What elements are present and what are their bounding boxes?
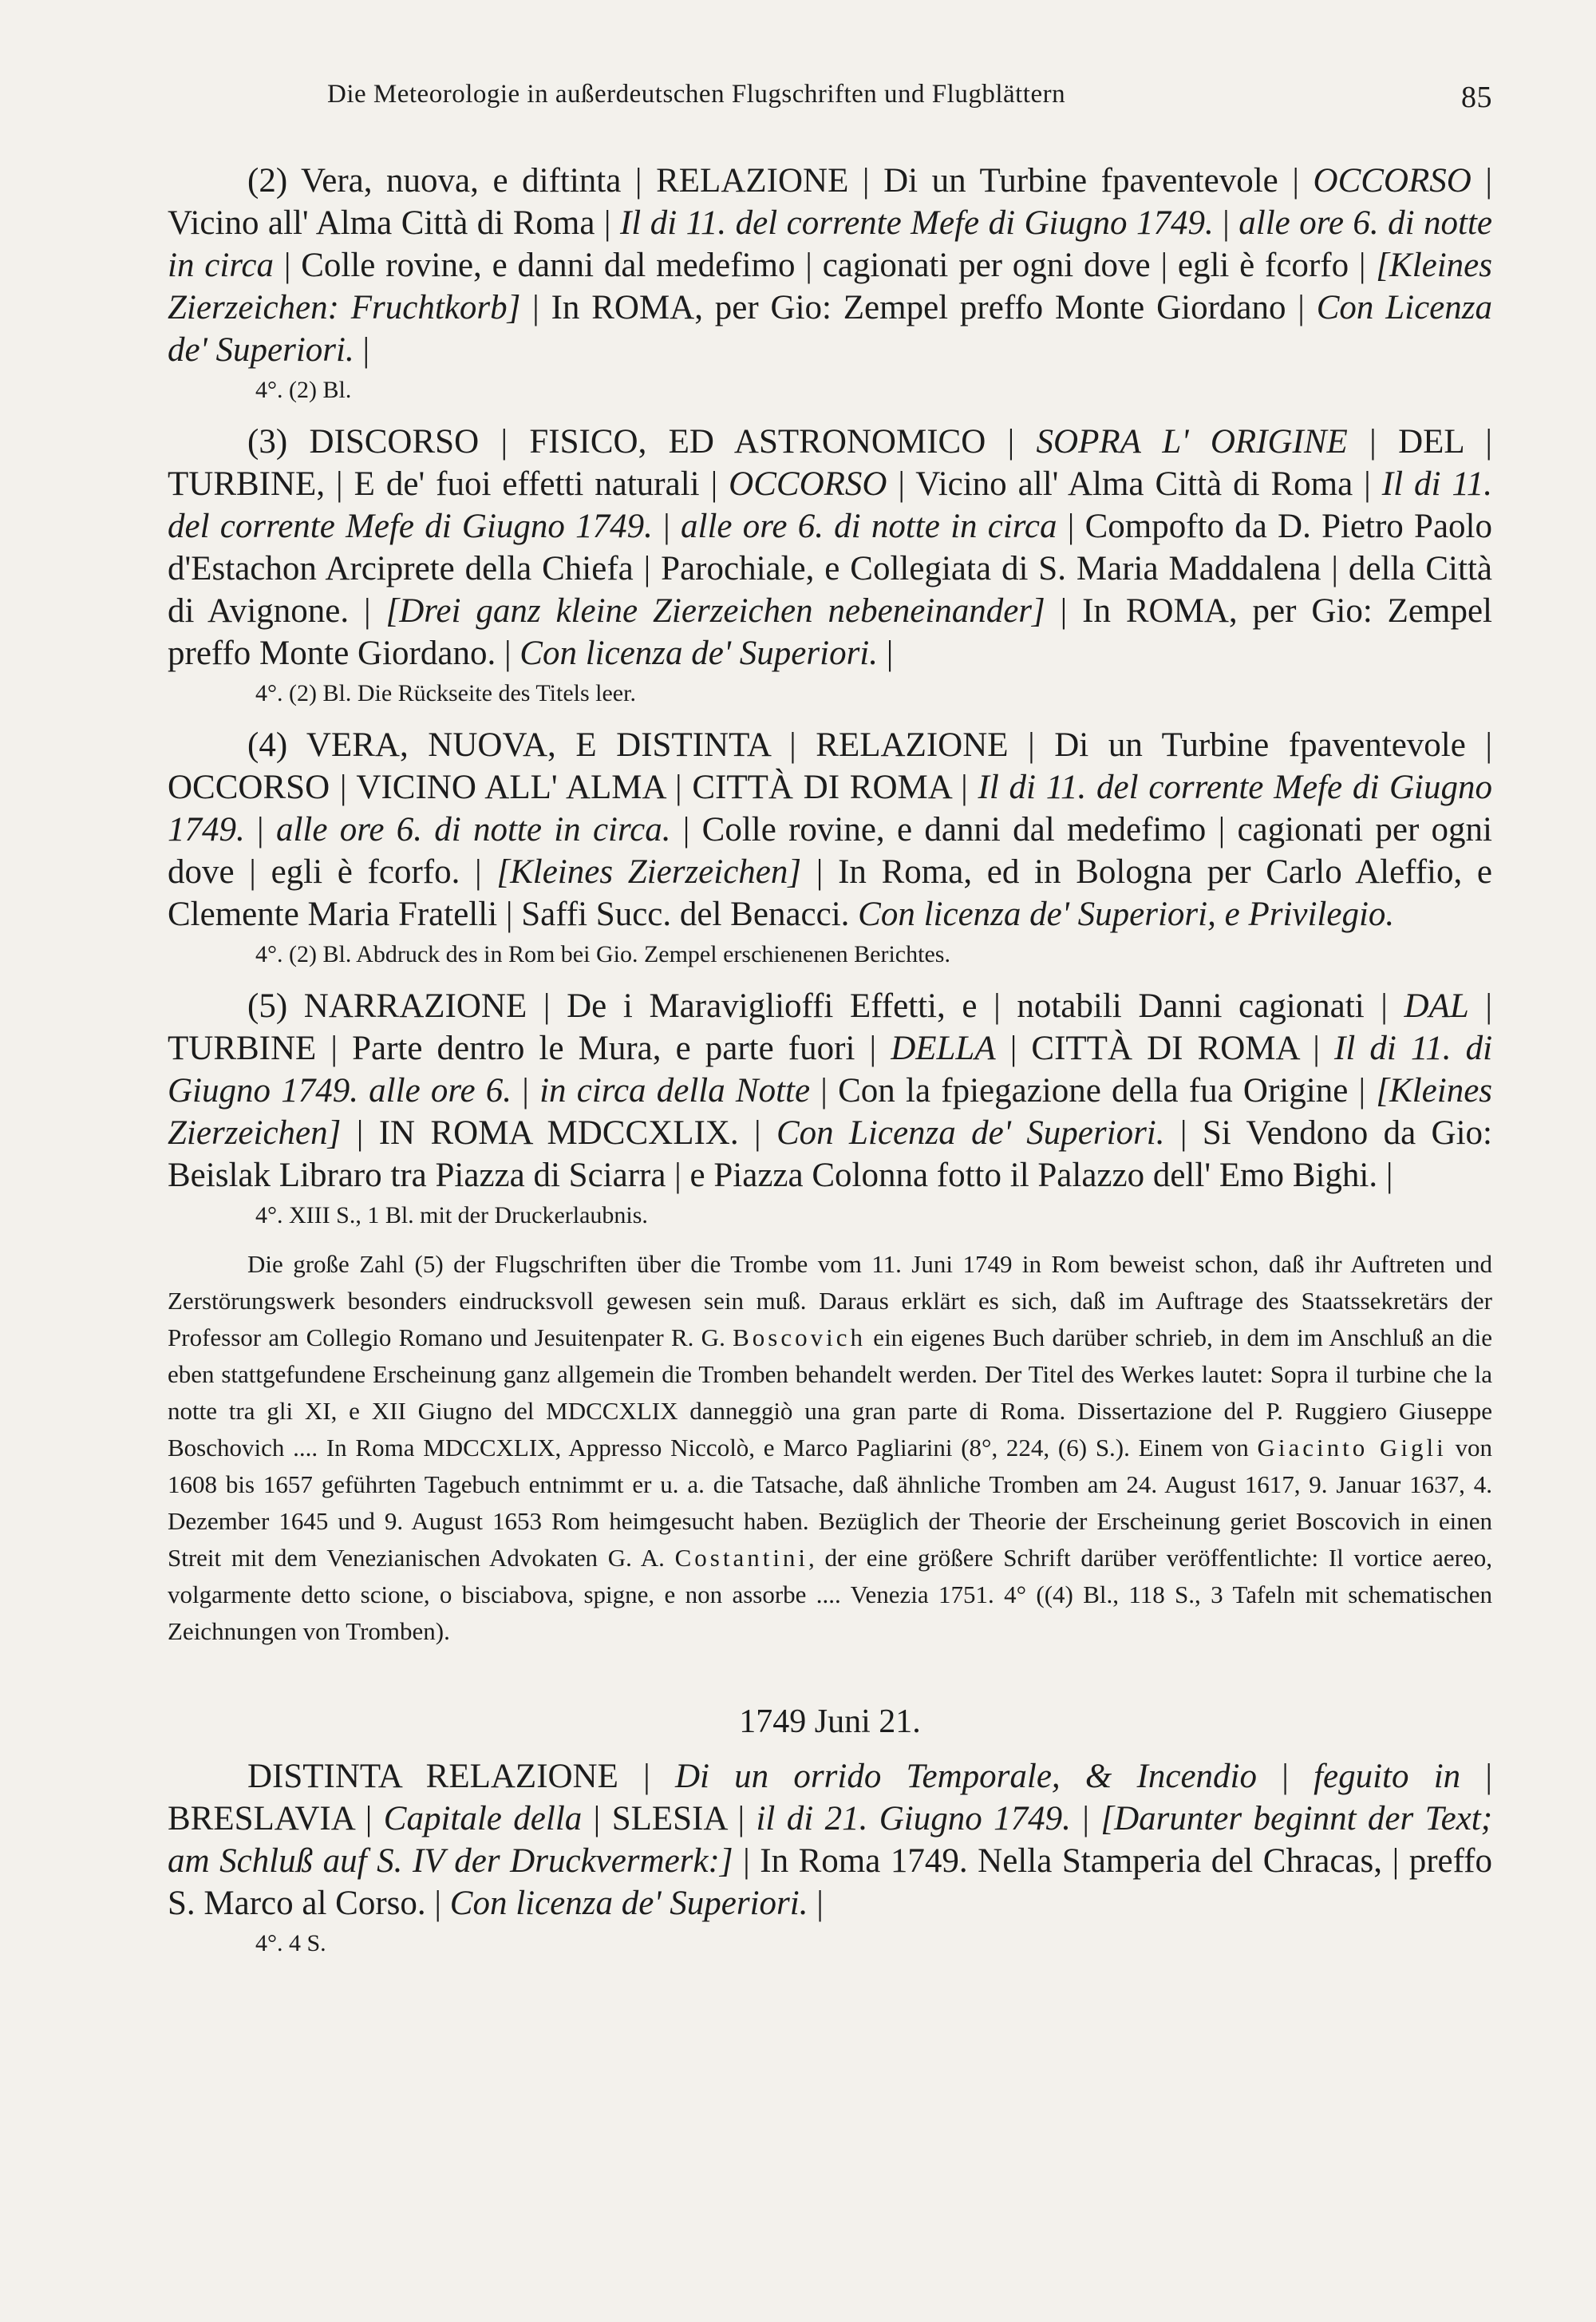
- entry-italic-text: feguito in: [1314, 1758, 1461, 1795]
- entry-italic-text: alle ore 6. di notte in circa.: [275, 811, 671, 848]
- entry-italic-text: [Darunter beginnt der Text; am Schluß auf S. IV der Druckvermerk:]: [168, 1800, 1493, 1880]
- running-title: Die Meteorologie in außerdeutschen Flugschriften und Flugblättern: [327, 80, 1066, 109]
- entry-text: | In ROMA, per Gio: Zempel preffo Monte Giordano. |: [168, 592, 1492, 672]
- commentary-text: , der eine größere Schrift darüber veröffentlichte: Il vortice aereo, volgarmente detto scione, o bisciabova, spigne, e non assorbe .... Venezia 1751. 4° ((4) Bl., 118 S., 3 Tafeln mit schematischen Zeichnungen von Tromben).: [168, 1544, 1493, 1645]
- section-date-heading: 1749 Juni 21.: [739, 1703, 921, 1740]
- entry-text: (3) DISCORSO | FISICO, ED ASTRONOMICO |: [247, 423, 1037, 461]
- entry-italic-text: [Kleines Zierzeichen]: [168, 1072, 1493, 1152]
- entry-text: (5) NARRAZIONE | De i Maraviglioffi Effetti, e | notabili Danni cagionati |: [247, 987, 1404, 1025]
- entry-text: | DEL | TURBINE, | E de' fuoi effetti naturali |: [168, 423, 1492, 503]
- entry-italic-text: SOPRA L' ORIGINE: [1036, 423, 1348, 461]
- entry-italic-text: Il di 11. del corrente Mefe di Giugno 1749.: [168, 769, 1493, 848]
- bibliographic-entry-breslau: [168, 1755, 1492, 1924]
- entry-italic-text: Con licenza de' Superiori.: [519, 635, 879, 672]
- bibliographic-entry-5: [168, 985, 1492, 1197]
- entry-text: |: [1257, 1758, 1314, 1795]
- entry-text: | Vicino all' Alma Città di Roma |: [168, 162, 1493, 242]
- entry-italic-text: in circa della Notte: [539, 1072, 811, 1110]
- entry-collation: 4°. 4 S.: [255, 1930, 326, 1956]
- commentary-spaced-name: Costantini: [674, 1544, 809, 1572]
- entry-collation: 4°. (2) Bl.: [255, 377, 352, 403]
- commentary-spaced-name: Giacinto Gigli: [1257, 1434, 1447, 1462]
- bibliographic-entry-2: [168, 160, 1492, 371]
- entry-text: |: [244, 811, 276, 848]
- entry-text: | IN ROMA MDCCXLIX. |: [341, 1114, 776, 1152]
- entry-text: | Con la fpiegazione della fua Origine |: [810, 1072, 1377, 1110]
- entry-italic-text: Il di 11. di Giugno 1749. alle ore 6.: [168, 1030, 1493, 1110]
- entry-text: | TURBINE | Parte dentro le Mura, e parte fuori |: [168, 987, 1492, 1067]
- entry-text: | Colle rovine, e danni dal medefimo | cagionati per ogni dove | egli è fcorfo. |: [168, 811, 1492, 891]
- entry-italic-text: alle ore 6. di notte in circa: [681, 508, 1057, 545]
- entry-text: DISTINTA RELAZIONE |: [247, 1758, 675, 1795]
- entry-italic-text: [Drei ganz kleine Zierzeichen nebeneinander]: [385, 592, 1045, 630]
- entry-italic-text: Con Licenza de' Superiori.: [776, 1114, 1165, 1152]
- entry-text: |: [878, 635, 894, 672]
- entry-italic-text: alle ore 6. di notte in circa: [168, 204, 1492, 284]
- entry-italic-text: [Kleines Zierzeichen]: [496, 853, 802, 891]
- page-number: 85: [1461, 81, 1492, 114]
- entry-italic-text: Il di 11. del corrente Mefe di Giugno 1749.: [168, 465, 1492, 545]
- entry-collation: 4°. XIII S., 1 Bl. mit der Druckerlaubnis.: [255, 1202, 648, 1228]
- entry-text: | Vicino all' Alma Città di Roma |: [887, 465, 1382, 503]
- entry-italic-text: il di 21. Giugno 1749.: [756, 1800, 1071, 1837]
- entry-italic-text: Con licenza de' Superiori, e Privilegio.: [858, 896, 1395, 933]
- entry-text: |: [354, 331, 370, 369]
- entry-italic-text: Con Licenza de' Superiori.: [168, 289, 1492, 369]
- entry-italic-text: DAL: [1404, 987, 1469, 1025]
- entry-text: | Colle rovine, e danni dal medefimo | cagionati per ogni dove | egli è fcorfo |: [274, 247, 1377, 284]
- commentary-text: ein eigenes Buch darüber schrieb, in dem im Anschluß an die eben stattgefundene Erscheinung ganz allgemein die Tromben behandelt werden. Der Titel des Werkes lautet: Sopra il turbine che la notte tra gli XI, e XII Giugno del MDCCXLIX danneggiò una gran parte di Roma. Dissertazione del P. Ruggiero Giuseppe Boschovich .... In Roma MDCCXLIX, Appresso Niccolò, e Marco Pagliarini (8°, 224, (6) S.). Einem von: [168, 1323, 1492, 1462]
- entry-text: |: [808, 1885, 824, 1922]
- entry-italic-text: OCCORSO: [1313, 162, 1472, 200]
- running-header: [168, 80, 1492, 128]
- entry-italic-text: DELLA: [891, 1030, 996, 1067]
- bibliographic-entry-4: [168, 724, 1492, 936]
- entry-text: |: [512, 1072, 540, 1110]
- commentary-text: Die große Zahl (5) der Flugschriften über die Trombe vom 11. Juni 1749 in Rom beweist schon, daß ihr Auftreten und Zerstörungswerk besonders eindrucksvoll gewesen sein muß. Daraus erklärt es sich, daß im Auftrage des Staatssekretärs der Professor am Collegio Romano und Jesuitenpater R. G.: [168, 1250, 1492, 1351]
- entry-text: | SLESIA |: [582, 1800, 757, 1837]
- entry-text: | Si Vendono da Gio: Beislak Libraro tra Piazza di Sciarra | e Piazza Colonna fotto il Palazzo dell' Emo Bighi. |: [168, 1114, 1492, 1194]
- entry-text: |: [1070, 1800, 1101, 1837]
- entry-text: | In Roma 1749. Nella Stamperia del Chracas, | preffo S. Marco al Corso. |: [168, 1842, 1492, 1922]
- document-page: [168, 80, 1492, 1974]
- entry-text: | In Roma, ed in Bologna per Carlo Aleffio, e Clemente Maria Fratelli | Saffi Succ. del Benacci.: [168, 853, 1492, 933]
- commentary-spaced-name: Boscovich: [733, 1323, 866, 1351]
- entry-text: |: [652, 508, 681, 545]
- entry-italic-text: Capitale della: [383, 1800, 583, 1837]
- entry-text: | BRESLAVIA |: [168, 1758, 1493, 1837]
- entry-text: (4) VERA, NUOVA, E DISTINTA | RELAZIONE | Di un Turbine fpaventevole | OCCORSO | VICINO ALL' ALMA | CITTÀ DI ROMA |: [168, 726, 1492, 806]
- entry-italic-text: OCCORSO: [729, 465, 887, 503]
- entry-collation: 4°. (2) Bl. Die Rückseite des Titels leer.: [255, 680, 636, 706]
- entry-text: |: [1213, 204, 1239, 242]
- entry-text: | CITTÀ DI ROMA |: [995, 1030, 1335, 1067]
- bibliographic-entry-3: [168, 421, 1492, 674]
- entry-italic-text: Di un orrido Temporale, & Incendio: [674, 1758, 1258, 1795]
- entry-italic-text: Il di 11. del corrente Mefe di Giugno 1749.: [619, 204, 1214, 242]
- entry-text: (2) Vera, nuova, e diftinta | RELAZIONE | Di un Turbine fpaventevole |: [247, 162, 1314, 200]
- entry-text: | Compofto da D. Pietro Paolo d'Estachon Arciprete della Chiefa | Parochiale, e Collegiata di S. Maria Maddalena | della Città di Avignone. |: [168, 508, 1492, 630]
- commentary-text: von 1608 bis 1657 geführten Tagebuch entnimmt er u. a. die Tatsache, daß ähnliche Tromben am 24. August 1617, 9. Januar 1637, 4. Dezember 1645 und 9. August 1653 Rom heimgesucht haben. Bezüglich der Theorie der Erscheinung geriet Boscovich in einen Streit mit dem Venezianischen Advokaten G. A.: [168, 1434, 1492, 1572]
- entry-collation: 4°. (2) Bl. Abdruck des in Rom bei Gio. Zempel erschienenen Berichtes.: [255, 941, 950, 967]
- entry-text: | In ROMA, per Gio: Zempel preffo Monte Giordano |: [520, 289, 1317, 326]
- entry-italic-text: Con licenza de' Superiori.: [449, 1885, 808, 1922]
- entry-italic-text: [Kleines Zierzeichen: Fruchtkorb]: [168, 247, 1492, 326]
- commentary-paragraph: [168, 1246, 1492, 1650]
